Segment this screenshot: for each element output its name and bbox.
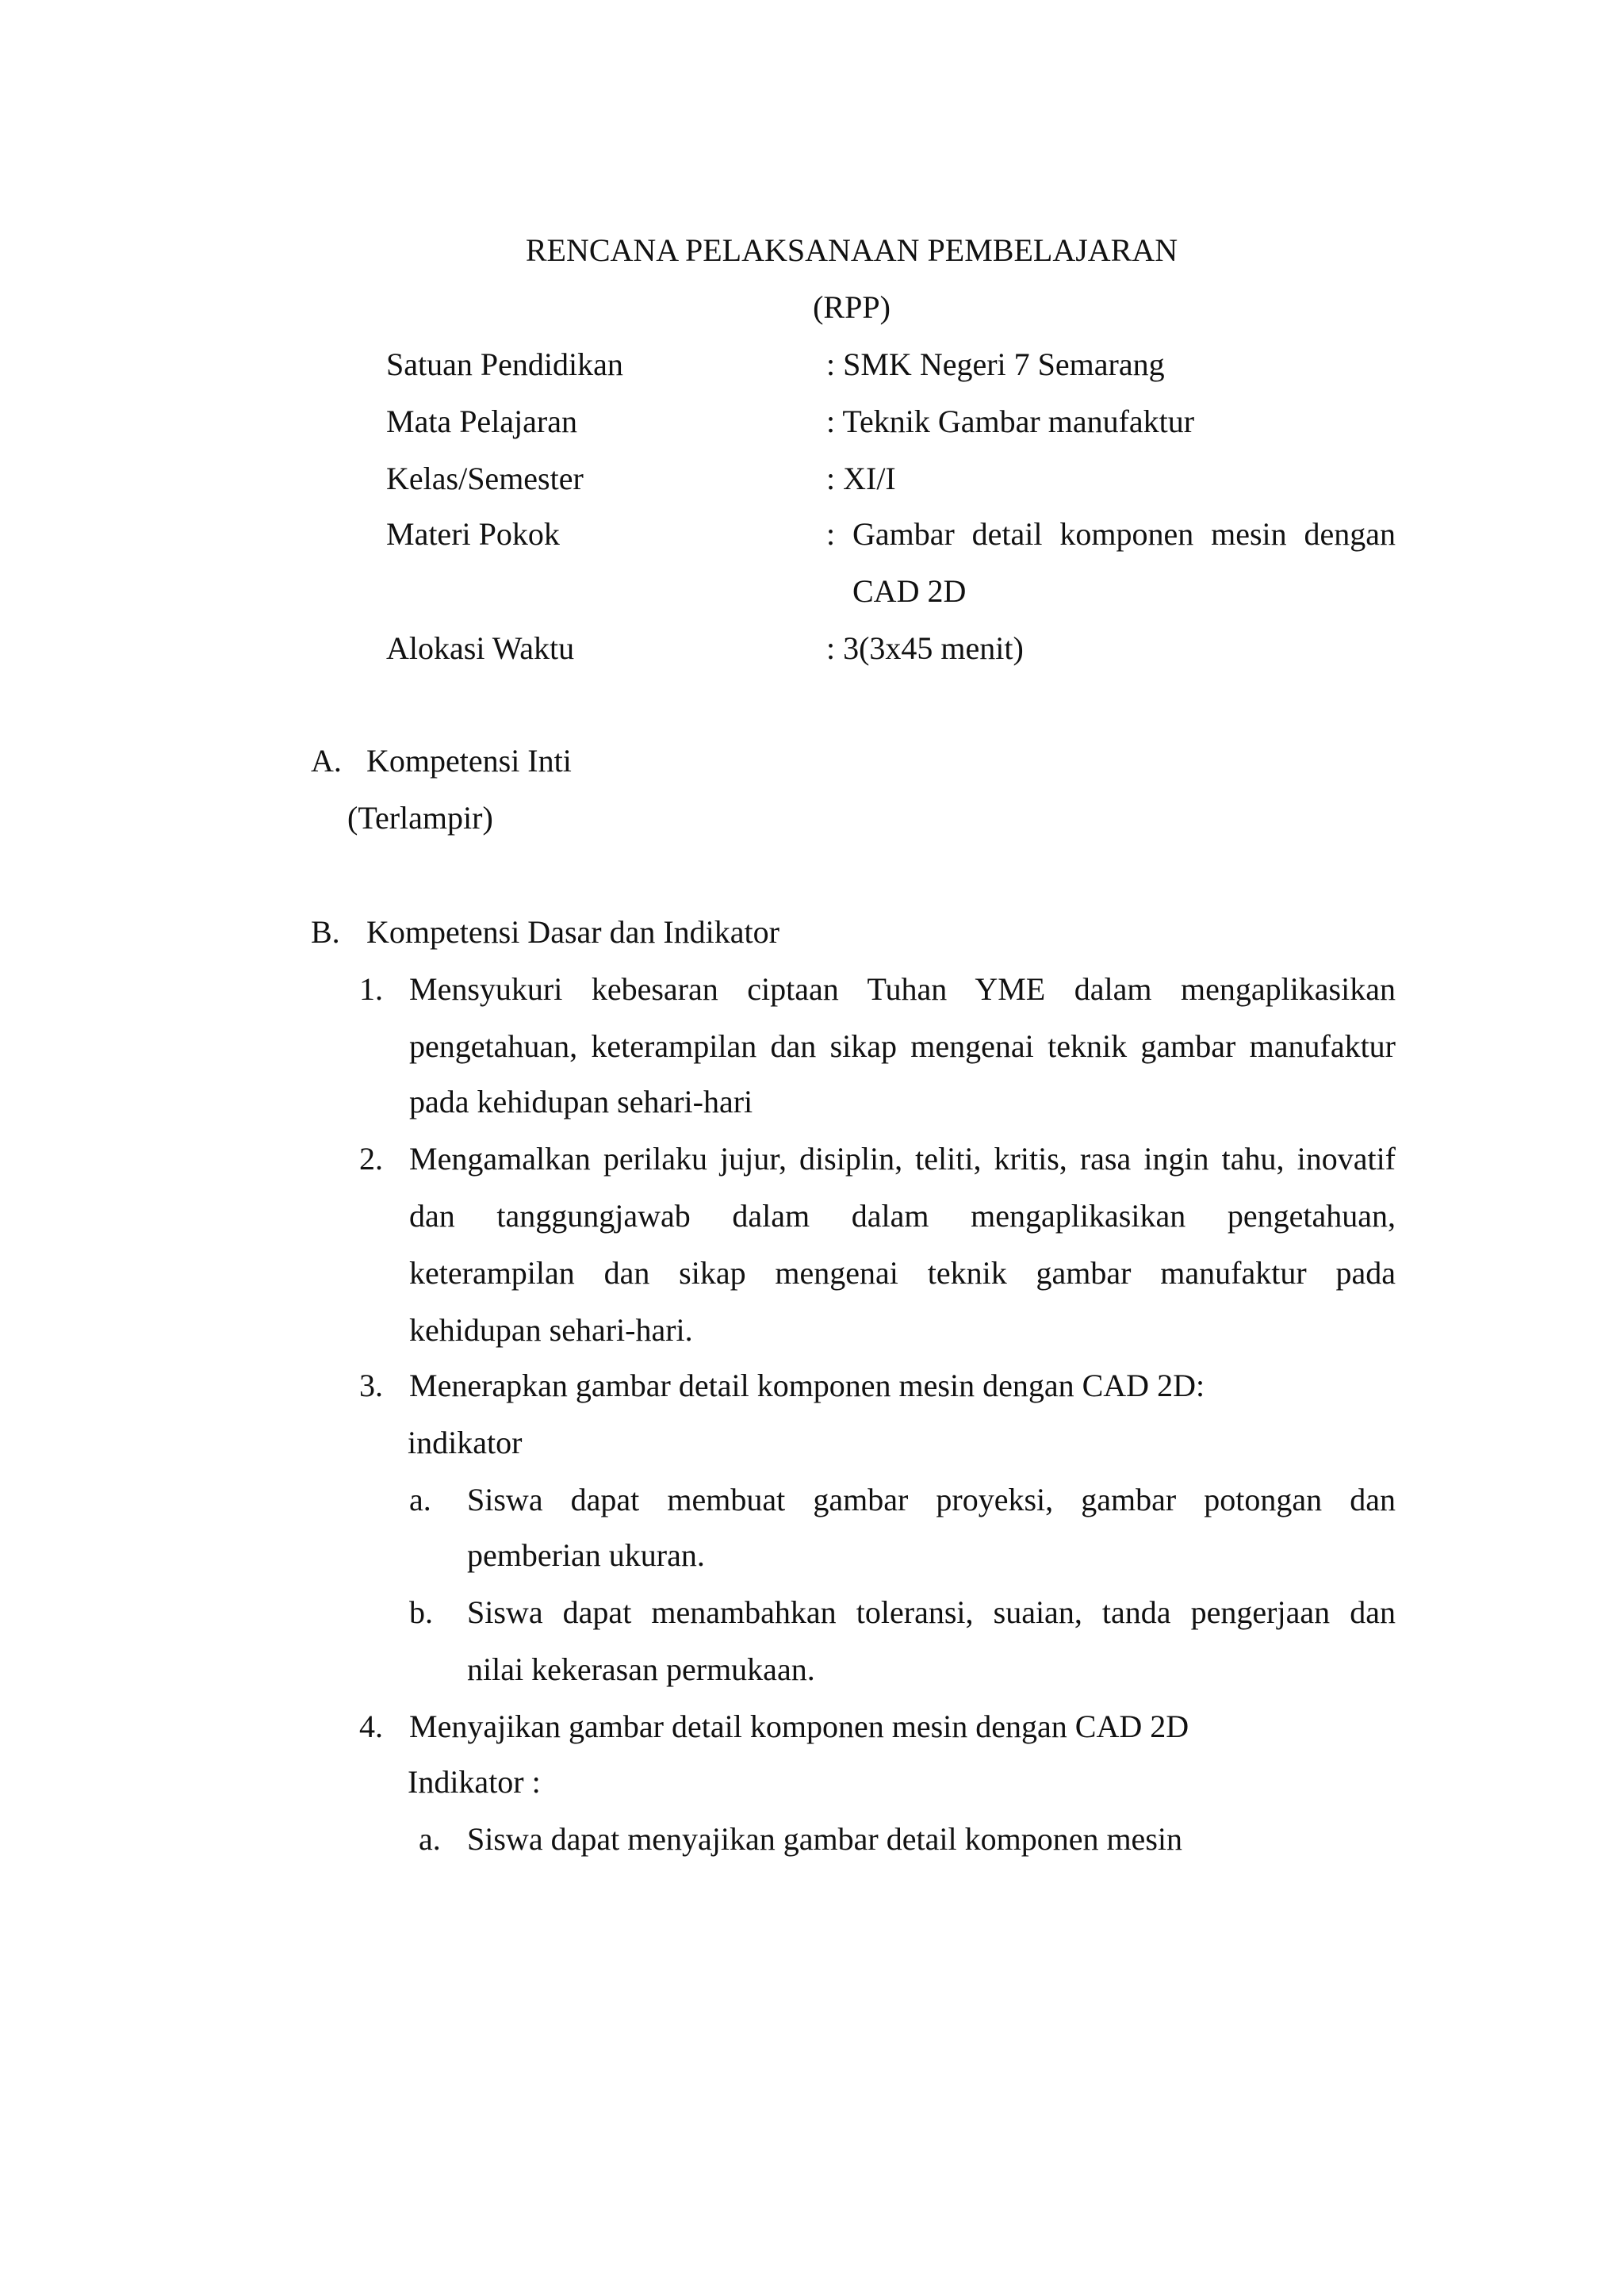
list-item-1-line-2: pengetahuan, keterampilan dan sikap mengenai teknik gambar manufaktur [409,1028,1396,1064]
section-b-title: Kompetensi Dasar dan Indikator [366,914,779,950]
meta-value-materi-cont: CAD 2D [852,573,967,609]
indicator-3b-line-2: nilai kekerasan permukaan. [467,1651,815,1687]
section-b-letter: B. [311,914,340,950]
meta-value-satuan: : SMK Negeri 7 Semarang [826,346,1165,382]
document-subtitle: (RPP) [813,289,891,325]
meta-label-kelas: Kelas/Semester [386,461,584,496]
meta-label-alokasi: Alokasi Waktu [386,630,575,666]
meta-value-materi: : Gambar detail komponen mesin dengan [826,516,1396,552]
meta-label-satuan: Satuan Pendidikan [386,346,623,382]
meta-label-mapel: Mata Pelajaran [386,404,577,439]
section-a-letter: A. [311,743,342,779]
list-item-number-1: 1. [359,971,383,1007]
list-item-1-line-1: Mensyukuri kebesaran ciptaan Tuhan YME dalam mengaplikasikan [409,971,1396,1007]
section-a-title: Kompetensi Inti [366,743,572,779]
list-item-number-2: 2. [359,1141,383,1177]
meta-value-alokasi: : 3(3x45 menit) [826,630,1024,666]
list-item-4-indicator-label: Indikator : [408,1764,541,1800]
list-item-number-4: 4. [359,1709,383,1744]
indicator-3b-letter: b. [409,1594,433,1630]
list-item-2-line-1: Mengamalkan perilaku jujur, disiplin, teliti, kritis, rasa ingin tahu, inovatif [409,1141,1396,1177]
list-item-number-3: 3. [359,1368,383,1403]
list-item-3-indicator-label: indikator [408,1425,523,1460]
indicator-4a-letter: a. [419,1821,441,1857]
meta-value-mapel: : Teknik Gambar manufaktur [826,404,1195,439]
meta-value-kelas: : XI/I [826,461,896,496]
indicator-3a-letter: a. [409,1482,431,1517]
indicator-3a-line-1: Siswa dapat membuat gambar proyeksi, gambar potongan dan [467,1482,1396,1517]
section-a-note: (Terlampir) [347,800,493,836]
list-item-2-line-4: kehidupan sehari-hari. [409,1312,693,1348]
list-item-3-line-1: Menerapkan gambar detail komponen mesin dengan CAD 2D: [409,1368,1205,1403]
document-title: RENCANA PELAKSANAAN PEMBELAJARAN [525,232,1178,268]
list-item-4-line-1: Menyajikan gambar detail komponen mesin dengan CAD 2D [409,1709,1189,1744]
meta-label-materi: Materi Pokok [386,516,560,552]
indicator-3a-line-2: pemberian ukuran. [467,1537,705,1573]
list-item-2-line-2: dan tanggungjawab dalam dalam mengaplikasikan pengetahuan, [409,1198,1396,1234]
indicator-3b-line-1: Siswa dapat menambahkan toleransi, suaian, tanda pengerjaan dan [467,1594,1396,1630]
list-item-2-line-3: keterampilan dan sikap mengenai teknik gambar manufaktur pada [409,1255,1396,1291]
list-item-1-line-3: pada kehidupan sehari-hari [409,1084,753,1119]
indicator-4a-line-1: Siswa dapat menyajikan gambar detail komponen mesin [467,1821,1182,1857]
